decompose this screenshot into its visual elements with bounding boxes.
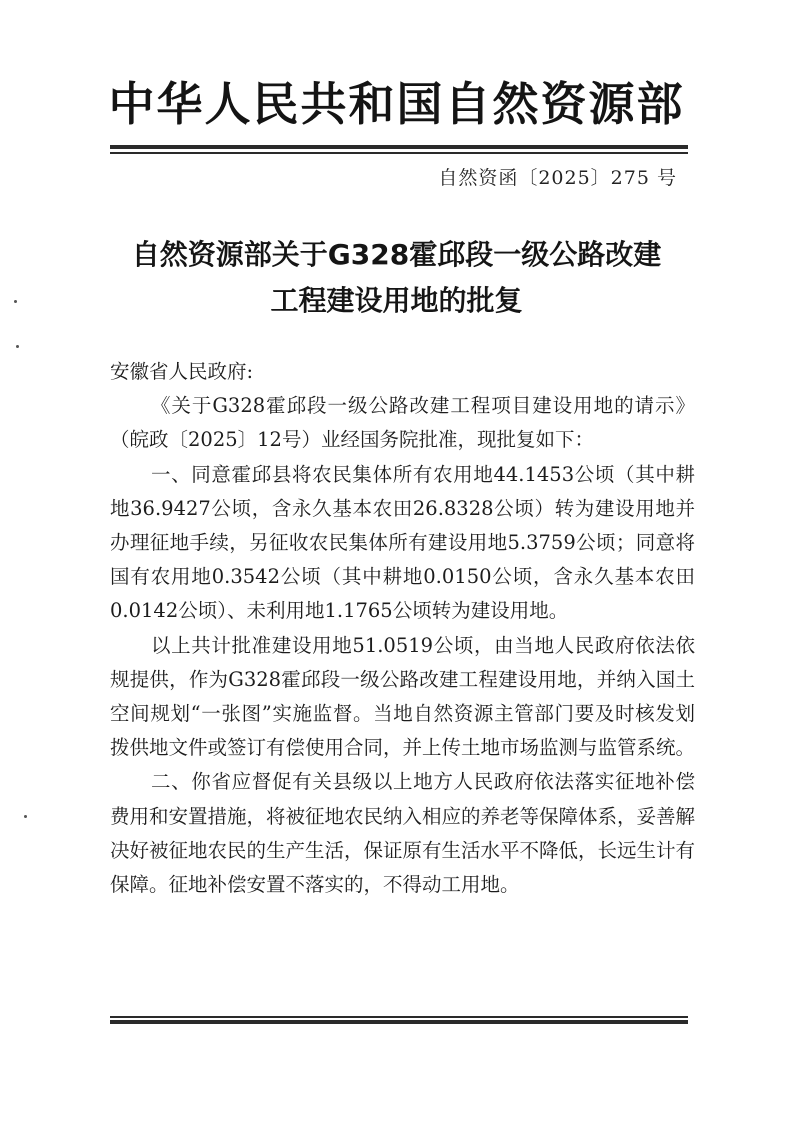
document-title <box>0 232 793 324</box>
body-paragraph: 《关于G328霍邱段一级公路改建工程项目建设用地的请示》（皖政〔2025〕12号）业经国务院批准，现批复如下： <box>110 394 695 452</box>
agency-header: 中华人民共和国自然资源部 <box>108 77 685 131</box>
title-line-1: 自然资源部关于G328霍邱段一级公路改建 <box>131 238 662 271</box>
scan-speck <box>14 300 17 303</box>
title-line-2: 工程建设用地的批复 <box>270 284 523 317</box>
body-paragraph: 以上共计批准建设用地51.0519公顷，由当地人民政府依法依规提供，作为G328霍邱段一级公路改建工程建设用地，并纳入国土空间规划“一张图”实施监督。当地自然资源主管部门要及时核发划拨供地文件或签订有偿使用合同，并上传土地市场监测与监管系统。 <box>110 633 696 760</box>
scan-speck <box>16 345 19 348</box>
addressee: 安徽省人民政府: <box>110 360 254 383</box>
scan-speck <box>24 815 27 818</box>
document-number: 自然资函〔2025〕275 号 <box>438 167 677 189</box>
footer-rule-thick <box>110 1020 688 1024</box>
footer-rule-thin <box>110 1016 688 1018</box>
body-paragraph: 一、同意霍邱县将农民集体所有农用地44.1453公顷（其中耕地36.9427公顷，含永久基本农田26.8328公顷）转为建设用地并办理征地手续，另征收农民集体所有建设用地5.3759公顷；同意将国有农用地0.3542公顷（其中耕地0.0150公顷，含永久基本农田0.0142公顷）、未利用地1.1765公顷转为建设用地。 <box>110 462 695 623</box>
header-rule-thick <box>110 145 688 149</box>
document-body <box>110 355 695 902</box>
body-paragraph: 二、你省应督促有关县级以上地方人民政府依法落实征地补偿费用和安置措施，将被征地农民纳入相应的养老等保障体系，妥善解决好被征地农民的生产生活，保证原有生活水平不降低，长远生计有保障。征地补偿安置不落实的，不得动工用地。 <box>110 770 696 897</box>
header-rule-thin <box>110 152 688 154</box>
